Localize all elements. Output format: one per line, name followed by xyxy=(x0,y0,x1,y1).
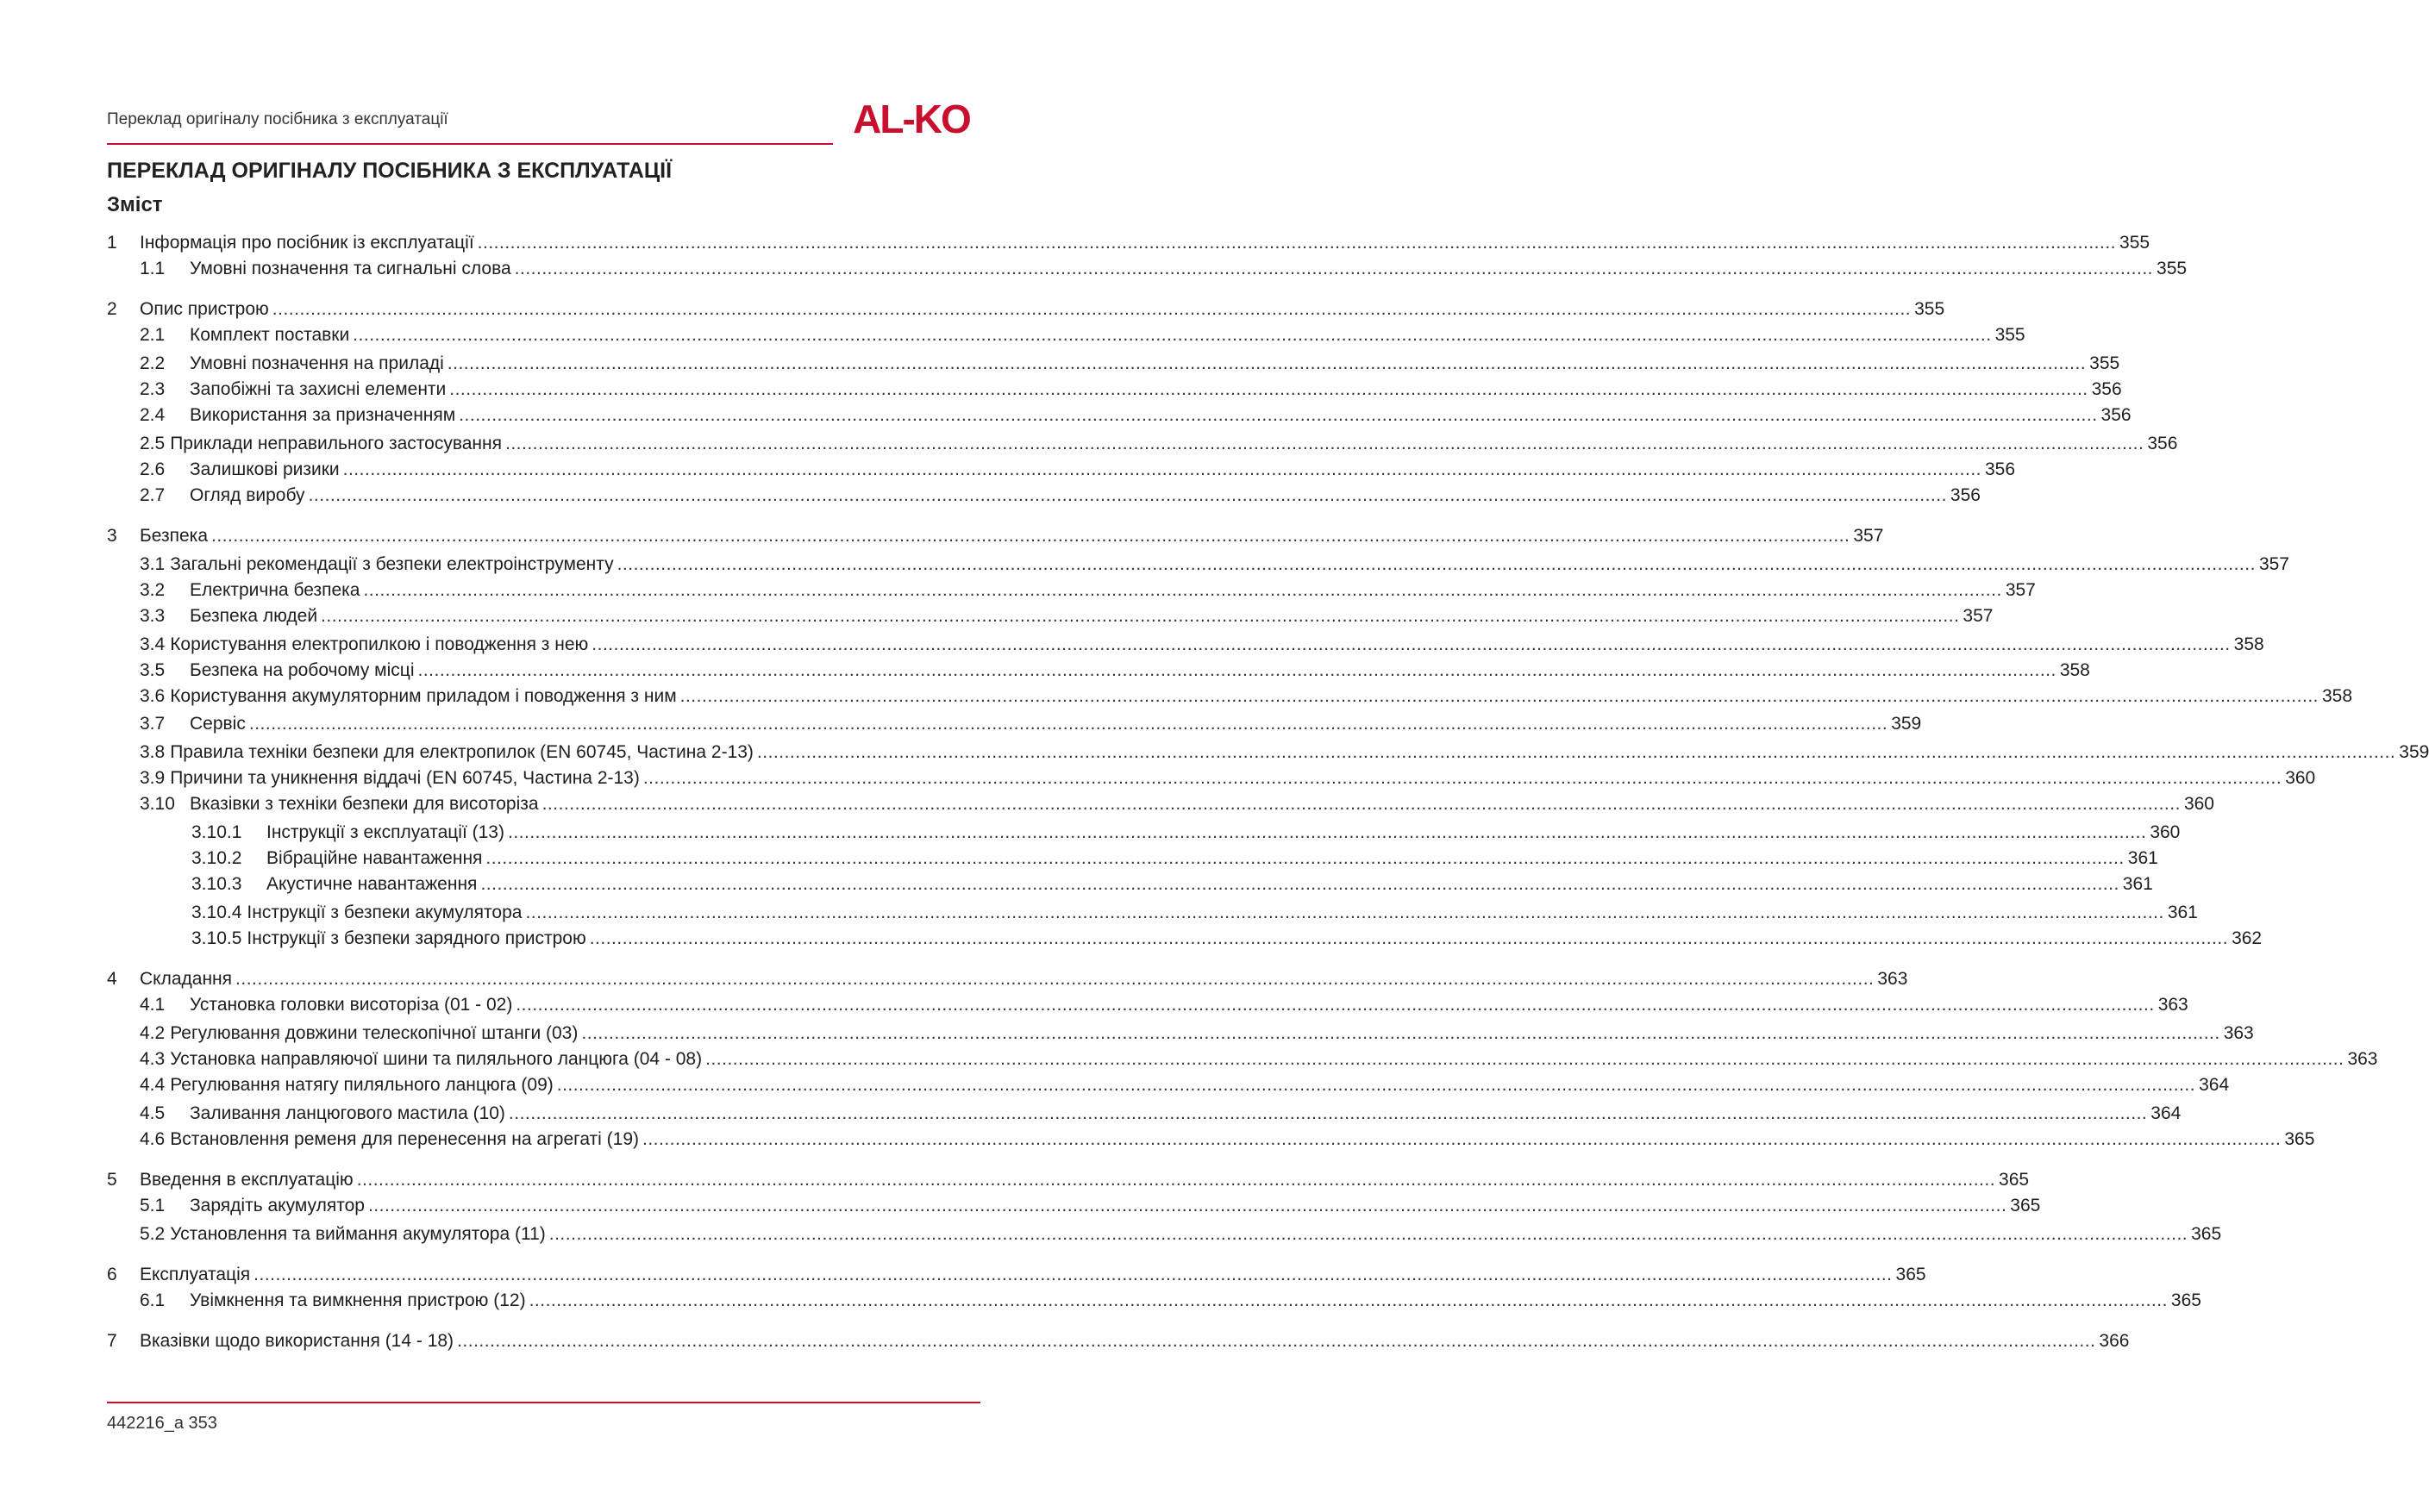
toc-leader: ............................................................................................................................................................................................................................................................................................................ xyxy=(363,580,2002,600)
toc-title: Умовні позначення на приладі xyxy=(190,353,444,373)
toc-leader: ............................................................................................................................................................................................................................................................................................................ xyxy=(705,1049,2344,1069)
toc-page: 363 xyxy=(2157,995,2188,1015)
toc-entry[interactable] xyxy=(140,993,2188,1017)
toc-entry[interactable] xyxy=(140,578,2036,603)
toc-number: 4.2 xyxy=(140,1023,166,1043)
toc-page: 360 xyxy=(2285,768,2316,788)
toc-entry[interactable] xyxy=(140,553,2289,577)
toc-title: Огляд виробу xyxy=(190,485,305,505)
toc-entry[interactable] xyxy=(140,1194,2041,1218)
toc-page: 357 xyxy=(1853,526,1884,546)
toc-page: 365 xyxy=(2284,1129,2315,1149)
toc-entry[interactable] xyxy=(140,1102,2182,1126)
toc-leader: ............................................................................................................................................................................................................................................................................................................ xyxy=(556,1075,2196,1095)
toc-leader: ............................................................................................................................................................................................................................................................................................................ xyxy=(254,1265,1893,1284)
toc-entry[interactable] xyxy=(107,1168,2030,1192)
toc-page: 363 xyxy=(2347,1049,2378,1069)
toc-title: Приклади неправильного застосування xyxy=(170,434,502,453)
toc-title: Умовні позначення та сигнальні слова xyxy=(190,259,511,278)
toc-entry[interactable] xyxy=(140,403,2132,428)
toc-page: 358 xyxy=(2233,634,2264,654)
toc-entry[interactable] xyxy=(140,378,2122,402)
toc-number: 4 xyxy=(107,969,117,989)
toc-title: Запобіжні та захисні елементи xyxy=(190,379,447,399)
toc-entry[interactable] xyxy=(140,458,2016,482)
toc-title: Зарядіть акумулятор xyxy=(190,1196,365,1215)
toc-leader: ............................................................................................................................................................................................................................................................................................................ xyxy=(353,325,1992,345)
toc-title: Сервіс xyxy=(190,714,246,734)
toc-entry[interactable] xyxy=(107,297,1945,322)
toc-leader: ............................................................................................................................................................................................................................................................................................................ xyxy=(457,1331,2096,1351)
toc-leader: ............................................................................................................................................................................................................................................................................................................ xyxy=(514,259,2154,278)
toc-leader: ............................................................................................................................................................................................................................................................................................................ xyxy=(447,353,2087,373)
footer-rule xyxy=(107,1402,980,1403)
toc-page: 361 xyxy=(2122,874,2153,894)
toc-title: Установлення та виймання акумулятора (11) xyxy=(170,1224,546,1244)
toc-number: 7 xyxy=(107,1331,117,1351)
toc-number: 3.10.4 xyxy=(191,903,242,922)
toc-number: 6.1 xyxy=(140,1290,166,1310)
toc-entry[interactable] xyxy=(107,1263,1926,1287)
toc-entry[interactable] xyxy=(140,484,1981,508)
toc-title: Складання xyxy=(140,969,233,989)
toc-page: 363 xyxy=(2223,1023,2254,1043)
toc-title: Безпека на робочому місці xyxy=(190,660,415,680)
toc-number: 3.9 xyxy=(140,768,166,788)
toc-leader: ............................................................................................................................................................................................................................................................................................................ xyxy=(589,928,2229,948)
toc-number: 5.2 xyxy=(140,1224,166,1244)
toc-number: 2.5 xyxy=(140,434,166,453)
toc-page: 358 xyxy=(2059,660,2090,680)
toc-leader: ............................................................................................................................................................................................................................................................................................................ xyxy=(477,233,2117,253)
toc-title: Установка головки висоторіза (01 - 02) xyxy=(190,995,513,1015)
toc-number: 2.3 xyxy=(140,379,166,399)
toc-title: Акустичне навантаження xyxy=(266,874,478,894)
toc-title: Введення в експлуатацію xyxy=(140,1170,354,1190)
toc-title: Заливання ланцюгового мастила (10) xyxy=(190,1103,505,1123)
toc-leader: ............................................................................................................................................................................................................................................................................................................ xyxy=(542,794,2181,814)
toc-number: 4.1 xyxy=(140,995,166,1015)
toc-page: 357 xyxy=(2005,580,2036,600)
toc-page: 355 xyxy=(2119,233,2150,253)
toc-number: 3.2 xyxy=(140,580,166,600)
toc-title: Користування електропилкою і поводження з нею xyxy=(170,634,589,654)
toc-page: 362 xyxy=(2232,928,2263,948)
toc-page: 364 xyxy=(2150,1103,2182,1123)
toc-entry[interactable] xyxy=(140,432,2178,456)
toc-page: 356 xyxy=(1950,485,1981,505)
toc-title: Безпека людей xyxy=(190,606,318,626)
toc-leader: ............................................................................................................................................................................................................................................................................................................ xyxy=(356,1170,1996,1190)
toc-page: 365 xyxy=(2010,1196,2041,1215)
toc-entry[interactable] xyxy=(191,847,2158,871)
toc-number: 2.2 xyxy=(140,353,166,373)
toc-page: 356 xyxy=(2100,405,2132,425)
toc-number: 2.6 xyxy=(140,459,166,479)
toc-number: 3.3 xyxy=(140,606,166,626)
toc-leader: ............................................................................................................................................................................................................................................................................................................ xyxy=(272,299,1912,319)
toc-page: 358 xyxy=(2321,686,2353,706)
toc-entry[interactable] xyxy=(140,1047,2378,1072)
toc-title: Увімкнення та вимкнення пристрою (12) xyxy=(190,1290,526,1310)
toc-title: Безпека xyxy=(140,526,209,546)
toc-title: Загальні рекомендації з безпеки електроінструменту xyxy=(170,554,614,574)
toc-leader: ............................................................................................................................................................................................................................................................................................................ xyxy=(508,1103,2148,1123)
toc-entry[interactable] xyxy=(140,1128,2315,1152)
toc-leader: ............................................................................................................................................................................................................................................................................................................ xyxy=(505,434,2144,453)
toc-title: Регулювання довжини телескопічної штанги (03) xyxy=(170,1023,579,1043)
toc-entry[interactable] xyxy=(140,712,1922,736)
toc-number: 4.4 xyxy=(140,1075,166,1095)
toc-entry[interactable] xyxy=(140,659,2090,683)
toc-entry[interactable] xyxy=(140,1289,2201,1313)
footer-page-number: 442216_a 353 xyxy=(107,1414,217,1433)
toc-title: Установка направляючої шини та пиляльного ланцюга (04 - 08) xyxy=(170,1049,703,1069)
toc-leader: ............................................................................................................................................................................................................................................................................................................ xyxy=(308,485,1947,505)
toc-number: 2.1 xyxy=(140,325,166,345)
toc-number: 4.5 xyxy=(140,1103,166,1123)
toc-number: 3.8 xyxy=(140,742,166,762)
toc-title: Експлуатація xyxy=(140,1265,251,1284)
toc-page: 363 xyxy=(1877,969,1908,989)
toc-entry[interactable] xyxy=(140,1222,2222,1246)
toc-leader: ............................................................................................................................................................................................................................................................................................................ xyxy=(642,1129,2282,1149)
toc-title: Встановлення ременя для перенесення на агрегаті (19) xyxy=(170,1129,639,1149)
toc-leader: ............................................................................................................................................................................................................................................................................................................ xyxy=(548,1224,2188,1244)
toc-page: 357 xyxy=(2258,554,2289,574)
toc-title: Регулювання натягу пиляльного ланцюга (09) xyxy=(170,1075,554,1095)
toc-title: Причини та уникнення віддачі (EN 60745, Частина 2-13) xyxy=(170,768,640,788)
toc-entry[interactable] xyxy=(140,604,1994,628)
toc-leader: ............................................................................................................................................................................................................................................................................................................ xyxy=(516,995,2155,1015)
toc-number: 3.6 xyxy=(140,686,166,706)
toc-entry[interactable] xyxy=(191,901,2198,925)
toc-number: 3.10.2 xyxy=(191,848,242,868)
toc-leader: ............................................................................................................................................................................................................................................................................................................ xyxy=(756,742,2396,762)
toc-number: 3.10.3 xyxy=(191,874,242,894)
toc-page: 356 xyxy=(2091,379,2122,399)
toc-page: 359 xyxy=(1891,714,1922,734)
toc-page: 355 xyxy=(1914,299,1945,319)
toc-page: 356 xyxy=(1984,459,2016,479)
toc-page: 356 xyxy=(2147,434,2178,453)
toc-entry[interactable] xyxy=(140,323,2025,347)
toc-entry[interactable] xyxy=(140,684,2353,709)
toc-number: 4.3 xyxy=(140,1049,166,1069)
toc-number: 2 xyxy=(107,299,117,319)
toc-page: 366 xyxy=(2099,1331,2130,1351)
toc-page: 365 xyxy=(2170,1290,2201,1310)
toc-entry[interactable] xyxy=(107,524,1884,548)
toc-number: 3.7 xyxy=(140,714,166,734)
document-title: ПЕРЕКЛАД ОРИГІНАЛУ ПОСІБНИКА З ЕКСПЛУАТАЦІЇ xyxy=(107,159,672,183)
toc-page: 359 xyxy=(2399,742,2429,762)
toc-page: 364 xyxy=(2199,1075,2230,1095)
toc-number: 5.1 xyxy=(140,1196,166,1215)
toc-leader: ............................................................................................................................................................................................................................................................................................................ xyxy=(321,606,1960,626)
toc-leader: ............................................................................................................................................................................................................................................................................................................ xyxy=(417,660,2057,680)
toc-leader: ............................................................................................................................................................................................................................................................................................................ xyxy=(211,526,1850,546)
toc-entry[interactable] xyxy=(107,231,2150,255)
toc-page: 360 xyxy=(2183,794,2214,814)
toc-page: 365 xyxy=(2191,1224,2222,1244)
toc-number: 3.5 xyxy=(140,660,166,680)
toc-title: Електрична безпека xyxy=(190,580,360,600)
toc-leader: ............................................................................................................................................................................................................................................................................................................ xyxy=(642,768,2282,788)
toc-entry[interactable] xyxy=(140,257,2188,281)
toc-leader: ............................................................................................................................................................................................................................................................................................................ xyxy=(342,459,1981,479)
toc-entry[interactable] xyxy=(107,967,1908,991)
toc-entry[interactable] xyxy=(140,633,2264,657)
toc-title: Залишкові ризики xyxy=(190,459,340,479)
toc-entry[interactable] xyxy=(191,872,2153,897)
toc-number: 3.10.5 xyxy=(191,928,242,948)
toc-number: 4.6 xyxy=(140,1129,166,1149)
toc-entry[interactable] xyxy=(140,740,2429,765)
toc-number: 3.1 xyxy=(140,554,166,574)
toc-number: 1 xyxy=(107,233,117,253)
toc-leader: ............................................................................................................................................................................................................................................................................................................ xyxy=(449,379,2088,399)
toc-leader: ............................................................................................................................................................................................................................................................................................................ xyxy=(459,405,2098,425)
toc-title: Вібраційне навантаження xyxy=(266,848,483,868)
toc-page: 361 xyxy=(2127,848,2158,868)
contents-heading: Зміст xyxy=(107,193,163,216)
toc-page: 365 xyxy=(1999,1170,2030,1190)
toc-entry[interactable] xyxy=(140,1073,2230,1097)
toc-entry[interactable] xyxy=(140,352,2120,376)
toc-title: Використання за призначенням xyxy=(190,405,456,425)
toc-number: 5 xyxy=(107,1170,117,1190)
toc-leader: ............................................................................................................................................................................................................................................................................................................ xyxy=(248,714,1888,734)
toc-entry[interactable] xyxy=(140,792,2214,816)
toc-title: Правила техніки безпеки для електропилок (EN 60745, Частина 2-13) xyxy=(170,742,754,762)
toc-title: Комплект поставки xyxy=(190,325,350,345)
toc-number: 3.10 xyxy=(140,794,175,814)
toc-page: 360 xyxy=(2150,822,2181,842)
alko-logo-text: AL-KO xyxy=(853,97,970,141)
toc-page: 355 xyxy=(2089,353,2120,373)
toc-number: 6 xyxy=(107,1265,117,1284)
toc-page: 365 xyxy=(1895,1265,1926,1284)
toc-number: 2.4 xyxy=(140,405,166,425)
toc-entry[interactable] xyxy=(140,766,2316,790)
toc-entry[interactable] xyxy=(107,1329,2130,1353)
toc-number: 3.4 xyxy=(140,634,166,654)
toc-number: 3.10.1 xyxy=(191,822,242,842)
toc-title: Опис пристрою xyxy=(140,299,269,319)
toc-entry[interactable] xyxy=(140,1022,2254,1046)
toc-leader: ............................................................................................................................................................................................................................................................................................................ xyxy=(592,634,2231,654)
toc-title: Інформація про посібник із експлуатації xyxy=(140,233,474,253)
toc-title: Вказівки щодо використання (14 - 18) xyxy=(140,1331,454,1351)
toc-leader: ............................................................................................................................................................................................................................................................................................................ xyxy=(617,554,2256,574)
toc-entry[interactable] xyxy=(191,927,2263,951)
toc-leader: ............................................................................................................................................................................................................................................................................................................ xyxy=(529,1290,2168,1310)
toc-leader: ............................................................................................................................................................................................................................................................................................................ xyxy=(581,1023,2220,1043)
toc-page: 355 xyxy=(1994,325,2025,345)
toc-leader: ............................................................................................................................................................................................................................................................................................................ xyxy=(367,1196,2007,1215)
toc-number: 3 xyxy=(107,526,117,546)
toc-leader: ............................................................................................................................................................................................................................................................................................................ xyxy=(679,686,2319,706)
toc-leader: ............................................................................................................................................................................................................................................................................................................ xyxy=(480,874,2119,894)
toc-page: 355 xyxy=(2157,259,2188,278)
toc-title: Інструкції з безпеки зарядного пристрою xyxy=(247,928,586,948)
toc-leader: ............................................................................................................................................................................................................................................................................................................ xyxy=(507,822,2147,842)
toc-title: Інструкції з безпеки акумулятора xyxy=(247,903,523,922)
running-header: Переклад оригіналу посібника з експлуатації xyxy=(107,110,448,128)
toc-leader: ............................................................................................................................................................................................................................................................................................................ xyxy=(235,969,1875,989)
toc-page: 361 xyxy=(2167,903,2198,922)
toc-entry[interactable] xyxy=(191,821,2181,845)
toc-number: 1.1 xyxy=(140,259,166,278)
toc-number: 2.7 xyxy=(140,485,166,505)
toc-page: 357 xyxy=(1963,606,1994,626)
toc-title: Інструкції з експлуатації (13) xyxy=(266,822,504,842)
toc-leader: ............................................................................................................................................................................................................................................................................................................ xyxy=(525,903,2164,922)
toc-title: Вказівки з техніки безпеки для висоторіза xyxy=(190,794,539,814)
toc-title: Користування акумуляторним приладом і поводження з ним xyxy=(170,686,677,706)
toc-leader: ............................................................................................................................................................................................................................................................................................................ xyxy=(485,848,2125,868)
